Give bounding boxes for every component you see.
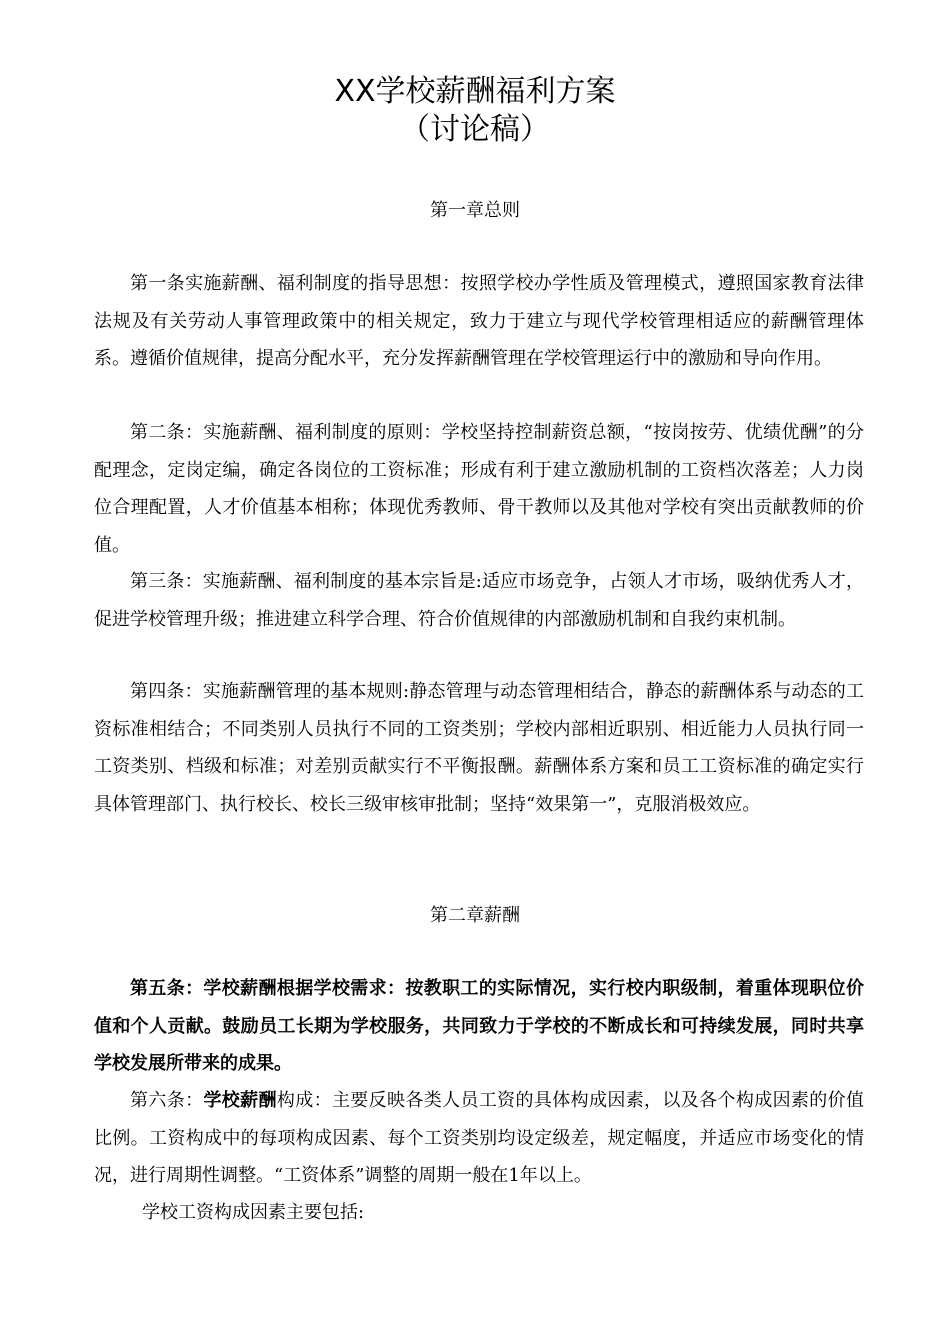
chapter-heading: 第一章总则 — [430, 200, 520, 221]
article-emphasis: 学校薪酬 — [203, 1090, 277, 1111]
document-title: XX学校薪酬福利方案 — [334, 74, 616, 109]
chapter-heading: 第二章薪酬 — [430, 905, 520, 926]
article-paragraph: 第二条：实施薪酬、福利制度的原则：学校坚持控制薪资总额，“按岗按劳、优绩优酬”的分配理念，定岗定编，确定各岗位的工资标准；形成有利于建立激励机制的工资档次落差；人力岗位合理配置，人才价值基本相称；体现优秀教师、骨干教师以及其他对学校有突出贡献教师的价值。 — [94, 422, 864, 556]
article-paragraph: 第一条实施薪酬、福利制度的指导思想：按照学校办学性质及管理模式，遵照国家教育法律法规及有关劳动人事管理政策中的相关规定，致力于建立与现代学校管理相适应的薪酬管理体系。遵循价值规律，提高分配水平，充分发挥薪酬管理在学校管理运行中的激励和导向作用。 — [94, 273, 864, 369]
article-label: 第六条： — [130, 1090, 204, 1111]
article-paragraph: 第三条：实施薪酬、福利制度的基本宗旨是:适应市场竞争，占领人才市场，吸纳优秀人才，促进学校管理升级；推进建立科学合理、符合价值规律的内部激励机制和自我约束机制。 — [94, 571, 864, 630]
document-subtitle: （讨论稿） — [400, 112, 550, 147]
article-text: 构成：主要反映各类人员工资的具体构成因素，以及各个构成因素的价值比例。工资构成中的每项构成因素、每个工资类别均设定级差，规定幅度，并适应市场变化的情况，进行周期性调整。“工资体系”调整的周期一般在1年以上。 — [94, 1090, 864, 1186]
article-paragraph — [94, 1082, 864, 1195]
article-paragraph: 第四条：实施薪酬管理的基本规则:静态管理与动态管理相结合，静态的薪酬体系与动态的工资标准相结合；不同类别人员执行不同的工资类别；学校内部相近职别、相近能力人员执行同一工资类别、档级和标准；对差别贡献实行不平衡报酬。薪酬体系方案和员工工资标准的确定实行具体管理部门、执行校长、校长三级审核审批制；坚持“效果第一”，克服消极效应。 — [94, 681, 864, 815]
article-paragraph-bold: 第五条：学校薪酬根据学校需求：按教职工的实际情况，实行校内职级制，着重体现职位价值和个人贡献。鼓励员工长期为学校服务，共同致力于学校的不断成长和可持续发展，同时共享学校发展所带来的成果。 — [94, 978, 864, 1074]
components-intro: 学校工资构成因素主要包括: — [142, 1202, 365, 1223]
